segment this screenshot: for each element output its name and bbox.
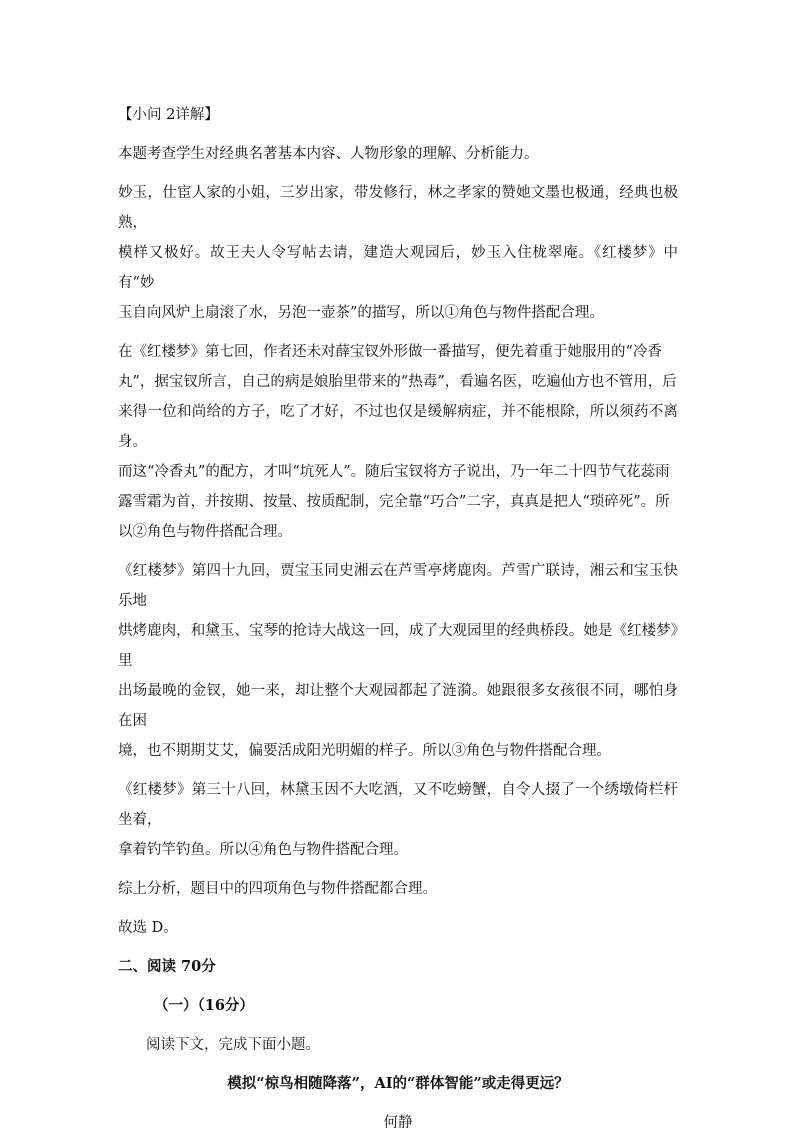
text-line: 而这“冷香丸”的配方，才叫“坑死人”。随后宝钗将方子说出，乃一年二十四节气花蕊雨 [118,464,670,480]
text-line: 《红楼梦》第三十八回，林黛玉因不大吃酒，又不吃螃蟹，自令人掇了一个绣墩倚栏杆坐着， [118,782,678,828]
answer-paragraph: 故选 D。 [118,920,178,936]
baochai-paragraph [118,337,678,547]
text-line: 丸”，据宝钗所言，自己的病是娘胎里带来的“热毒”，看遍名医，吃遍仙方也不管用，后 [118,374,677,390]
text-line: 玉自向风炉上扇滚了水，另泡一壶茶”的描写，所以①角色与物件搭配合理。 [118,305,604,321]
text-line: 境，也不期期艾艾，偏要活成阳光明媚的样子。所以③角色与物件搭配合理。 [118,743,611,759]
text-line: 出场最晚的金钗，她一来，却让整个大观园都起了涟漪。她跟很多女孩很不同，哪怕身在困 [118,683,678,729]
subsection-heading: （一）（16分） [154,997,254,1014]
article-title: 模拟“椋鸟相随降落”，AI的“群体智能”或走得更远？ [227,1075,569,1092]
summary-paragraph: 综上分析，题目中的四项角色与物件搭配都合理。 [118,881,437,897]
section-heading: 二、阅读 70分 [118,958,216,975]
miaoyu-paragraph [118,178,678,328]
instruction-text: 阅读下文，完成下面小题。 [146,1037,320,1053]
detail-heading: 【小问 2详解】 [118,107,219,123]
text-line: 妙玉，仕宦人家的小姐，三岁出家，带发修行，林之孝家的赞她文墨也极通，经典也极熟， [118,185,678,231]
text-line: 模样又极好。故王夫人令写帖去请，建造大观园后，妙玉入住栊翠庵。《红楼梦》中有“妙 [118,245,678,291]
text-line: 烘烤鹿肉，和黛玉、宝琴的抢诗大战这一回，成了大观园里的经典桥段。她是《红楼梦》里 [118,623,678,669]
document-content [118,100,678,1147]
article-author: 何静 [383,1115,413,1131]
text-line: 《红楼梦》第四十九回，贾宝玉同史湘云在芦雪亭烤鹿肉。芦雪广联诗，湘云和宝玉快乐地 [118,563,678,609]
daiyu-paragraph [118,775,678,865]
xiangyun-paragraph [118,556,678,766]
text-line: 以②角色与物件搭配合理。 [118,524,292,540]
intro-paragraph: 本题考查学生对经典名著基本内容、人物形象的理解、分析能力。 [118,146,539,162]
text-line: 拿着钓竿钓鱼。所以④角色与物件搭配合理。 [118,842,408,858]
text-line: 露雪霜为首，并按期、按量、按质配制，完全靠“巧合”二字，真真是把人“琐碎死”。所 [118,494,670,510]
text-line: 来得一位和尚给的方子，吃了才好，不过也仅是缓解病症，并不能根除，所以须药不离身。 [118,404,678,450]
text-line: 在《红楼梦》第七回，作者还未对薛宝钗外形做一番描写，便先着重于她服用的“冷香 [118,344,662,360]
